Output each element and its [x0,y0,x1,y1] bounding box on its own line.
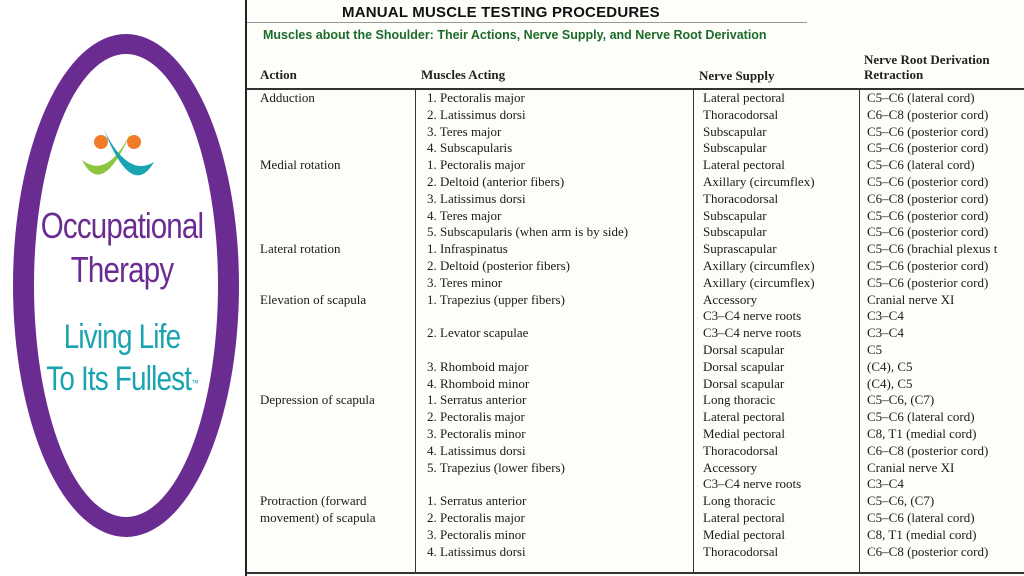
cell-nerve: C3–C4 nerve roots [703,325,802,341]
header-muscles: Muscles Acting [421,67,506,82]
cell-muscle: 2. Levator scapulae [427,325,529,341]
trademark-mark: ™ [191,378,198,388]
cell-root: C5–C6 (lateral cord) [867,409,975,425]
cell-action: Protraction (forward [260,493,367,509]
cell-root: C5–C6 (posterior cord) [867,224,989,240]
cell-nerve: Dorsal scapular [703,375,785,391]
document-subtitle: Muscles about the Shoulder: Their Actions, Nerve Supply, and Nerve Root Derivation [263,28,767,42]
cell-nerve: Lateral pectoral [703,409,785,425]
cell-nerve: Thoracodorsal [703,442,779,458]
cell-nerve: Medial pectoral [703,526,785,542]
cell-root: C5–C6 (posterior cord) [867,140,989,156]
cell-nerve: Lateral pectoral [703,157,785,173]
cell-action: Lateral rotation [260,241,341,257]
cell-action: Adduction [260,90,315,105]
people-figures-icon [74,112,164,202]
cell-muscle: 3. Pectoralis minor [427,426,526,441]
cell-root: C5–C6 (posterior cord) [867,258,989,273]
cell-root: C8, T1 (medial cord) [867,426,977,441]
cell-muscle: 4. Latissimus dorsi [427,442,526,458]
cell-root: C8, T1 (medial cord) [867,526,977,542]
cell-muscle: 4. Teres major [427,207,502,223]
cell-nerve: Dorsal scapular [703,358,785,374]
document-page [245,0,1024,576]
column-divider [415,88,416,572]
cell-nerve: Dorsal scapular [703,342,785,357]
cell-root: C5–C6 (posterior cord) [867,207,989,223]
logo-line-fullest [40,360,204,398]
document-title: MANUAL MUSCLE TESTING PROCEDURES [342,4,660,21]
cell-root: C6–C8 (posterior cord) [867,442,989,458]
logo-line-fullest-text: To Its Fullest [46,360,192,398]
cell-root: C5–C6, (C7) [867,392,935,408]
cell-action: movement) of scapula [260,510,376,525]
cell-nerve: C3–C4 nerve roots [703,476,802,492]
header-nerve: Nerve Supply [699,68,775,83]
logo-line-occupational: Occupational [40,205,204,246]
cell-muscle: 4. Subscapularis [427,140,513,156]
cell-nerve: Thoracodorsal [703,190,779,206]
cell-muscle: 2. Pectoralis major [427,510,525,525]
cell-root: Cranial nerve XI [867,291,955,307]
column-divider [859,88,860,572]
cell-muscle: 1. Pectoralis major [427,157,525,173]
cell-nerve: Lateral pectoral [703,90,785,105]
cell-root: C3–C4 [867,476,904,492]
cell-root: (C4), C5 [867,358,913,374]
cell-root: C5–C6 (posterior cord) [867,123,989,139]
cell-root: (C4), C5 [867,375,913,391]
cell-root: C5 [867,342,883,357]
header-root-line1: Nerve Root Derivation [864,52,990,67]
cell-action: Elevation of scapula [260,291,367,307]
cell-root: C6–C8 (posterior cord) [867,190,989,206]
cell-root: C5–C6 (posterior cord) [867,274,989,290]
cell-root: C5–C6 (posterior cord) [867,174,989,189]
cell-nerve: Accessory [703,459,758,475]
cell-muscle: 5. Trapezius (lower fibers) [427,459,565,475]
cell-nerve: C3–C4 nerve roots [703,308,802,324]
cell-root: C3–C4 [867,308,904,324]
cell-muscle: 2. Deltoid (posterior fibers) [427,258,570,273]
cell-root: C5–C6 (lateral cord) [867,157,975,173]
cell-muscle: 1. Serratus anterior [427,392,527,408]
cell-muscle: 1. Infraspinatus [427,241,508,257]
header-root-line2: Retraction [864,67,924,82]
cell-nerve: Thoracodorsal [703,543,779,559]
cell-muscle: 3. Teres major [427,123,502,139]
cell-root: C5–C6 (lateral cord) [867,90,975,105]
cell-nerve: Medial pectoral [703,426,785,441]
cell-nerve: Subscapular [703,207,767,223]
header-action: Action [260,67,297,82]
cell-root: C6–C8 (posterior cord) [867,543,989,559]
cell-nerve: Lateral pectoral [703,510,785,525]
cell-muscle: 2. Latissimus dorsi [427,106,526,122]
cell-nerve: Axillary (circumflex) [703,274,815,290]
cell-nerve: Accessory [703,291,758,307]
cell-root: Cranial nerve XI [867,459,955,475]
cell-root: C3–C4 [867,325,904,341]
cell-nerve: Subscapular [703,224,767,240]
cell-muscle: 1. Pectoralis major [427,90,525,105]
cell-root: C6–C8 (posterior cord) [867,106,989,122]
cell-muscle: 5. Subscapularis (when arm is by side) [427,224,629,240]
cell-nerve: Long thoracic [703,493,776,509]
cell-muscle: 2. Pectoralis major [427,409,525,425]
cell-nerve: Axillary (circumflex) [703,174,815,189]
column-divider [693,88,694,572]
cell-muscle: 4. Latissimus dorsi [427,543,526,559]
cell-muscle: 3. Teres minor [427,274,503,290]
title-rule [247,22,807,23]
cell-nerve: Subscapular [703,140,767,156]
cell-nerve: Long thoracic [703,392,776,408]
cell-muscle: 3. Latissimus dorsi [427,190,526,206]
cell-action: Medial rotation [260,157,341,173]
cell-muscle: 1. Serratus anterior [427,493,527,509]
cell-root: C5–C6 (brachial plexus t [867,241,998,257]
cell-nerve: Axillary (circumflex) [703,258,815,273]
cell-root: C5–C6 (lateral cord) [867,510,975,525]
cell-action: Depression of scapula [260,392,375,408]
cell-nerve: Subscapular [703,123,767,139]
logo-panel [0,0,245,576]
cell-muscle: 3. Rhomboid major [427,358,529,374]
cell-nerve: Suprascapular [703,241,777,257]
cell-muscle: 1. Trapezius (upper fibers) [427,291,565,307]
cell-muscle: 2. Deltoid (anterior fibers) [427,174,565,189]
logo-line-therapy: Therapy [70,249,174,290]
cell-root: C5–C6, (C7) [867,493,935,509]
cell-muscle: 4. Rhomboid minor [427,375,530,391]
cell-muscle: 3. Pectoralis minor [427,526,526,542]
logo-line-living-life: Living Life [63,318,181,356]
bottom-rule [247,572,1024,574]
cell-nerve: Thoracodorsal [703,106,779,122]
